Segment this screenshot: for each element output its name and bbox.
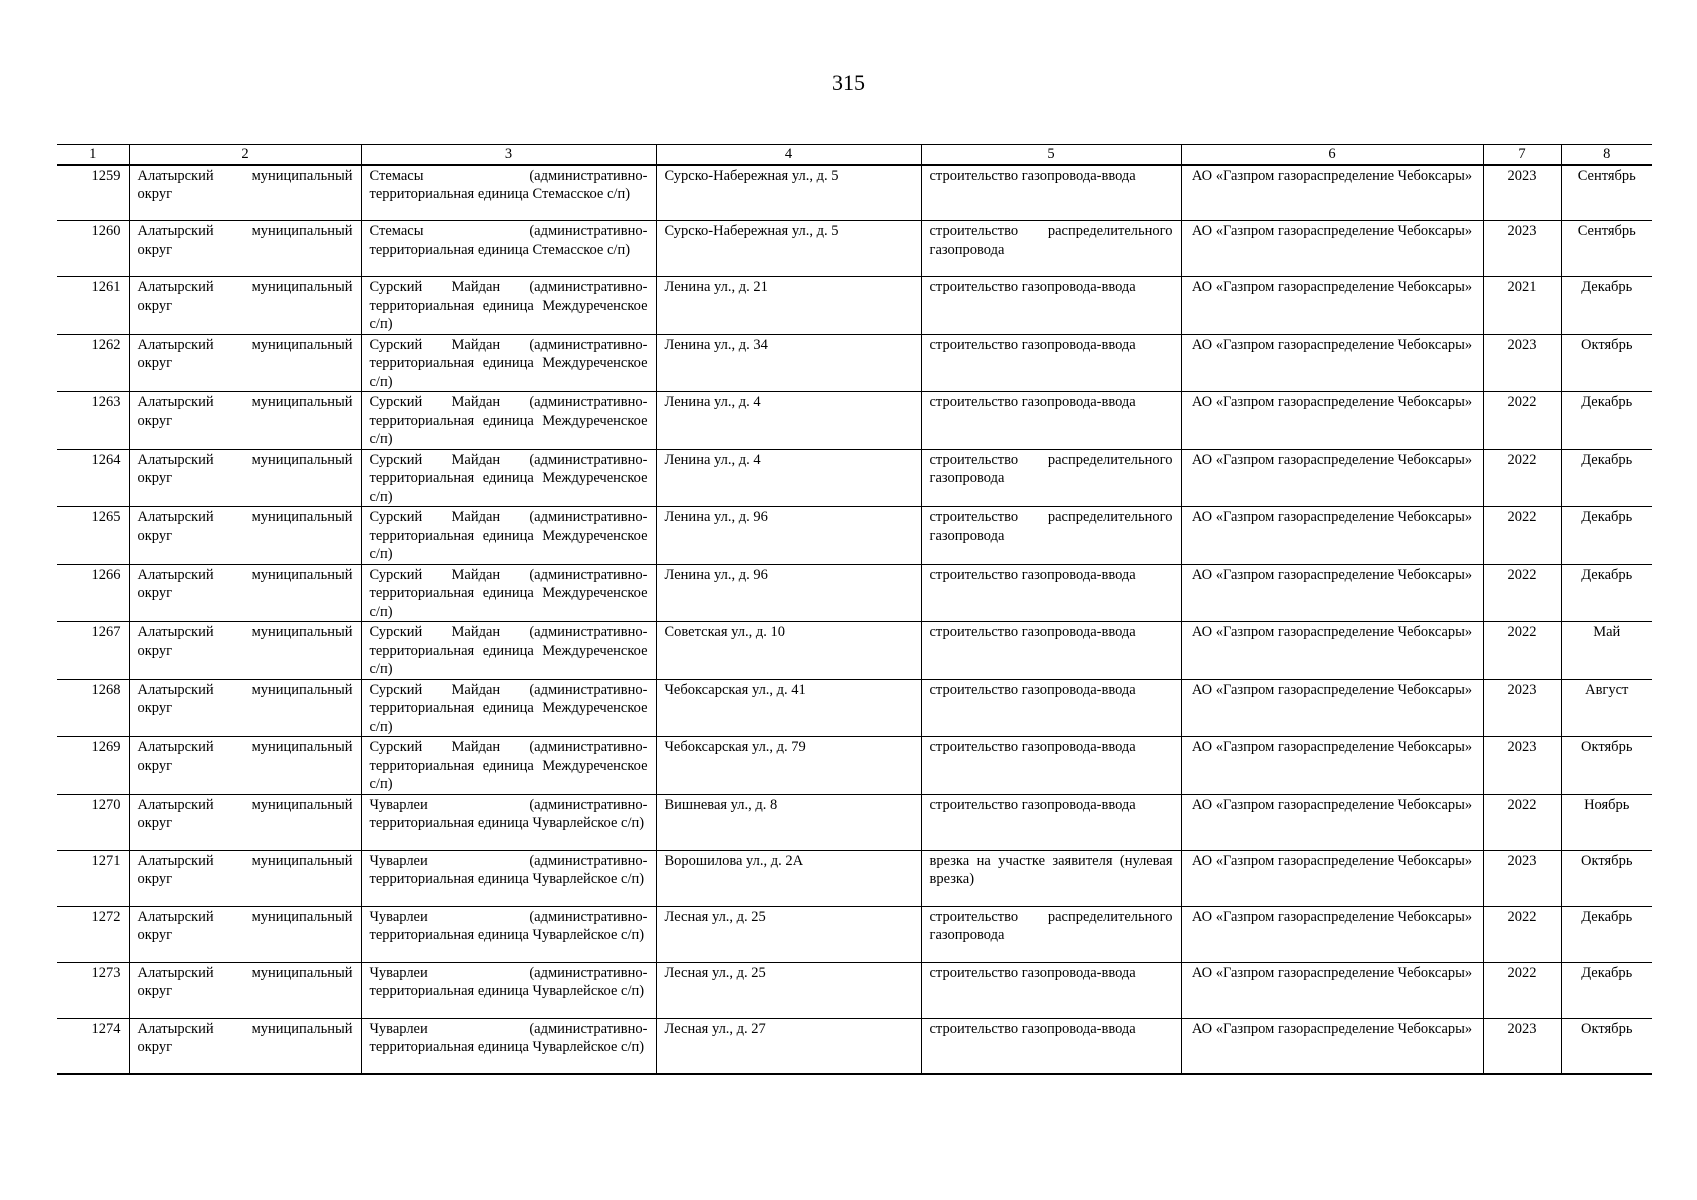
work-type-cell: строительство газопровода-ввода xyxy=(921,564,1181,622)
settlement-cell: Стемасы (административно-территориальная единица Стемасское с/п) xyxy=(361,221,656,277)
address-cell: Лесная ул., д. 27 xyxy=(656,1018,921,1074)
month-cell: Декабрь xyxy=(1561,906,1652,962)
work-type-cell: строительство газопровода-ввода xyxy=(921,1018,1181,1074)
table-row xyxy=(57,564,1652,622)
organization-cell: АО «Газпром газораспределение Чебоксары» xyxy=(1181,564,1483,622)
month-cell: Декабрь xyxy=(1561,507,1652,565)
work-type-cell: строительство распределительного газопровода xyxy=(921,449,1181,507)
work-type-cell: строительство распределительного газопровода xyxy=(921,906,1181,962)
address-cell: Чебоксарская ул., д. 79 xyxy=(656,737,921,795)
address-cell: Сурско-Набережная ул., д. 5 xyxy=(656,165,921,221)
organization-cell: АО «Газпром газораспределение Чебоксары» xyxy=(1181,221,1483,277)
district-cell: Алатырский муниципальный округ xyxy=(129,737,361,795)
month-cell: Ноябрь xyxy=(1561,794,1652,850)
month-cell: Декабрь xyxy=(1561,277,1652,335)
district-cell: Алатырский муниципальный округ xyxy=(129,277,361,335)
district-cell: Алатырский муниципальный округ xyxy=(129,165,361,221)
year-cell: 2023 xyxy=(1483,737,1561,795)
row-number-cell: 1265 xyxy=(57,507,129,565)
year-cell: 2023 xyxy=(1483,165,1561,221)
organization-cell: АО «Газпром газораспределение Чебоксары» xyxy=(1181,392,1483,450)
column-header-3: 3 xyxy=(361,145,656,165)
column-header-6: 6 xyxy=(1181,145,1483,165)
organization-cell: АО «Газпром газораспределение Чебоксары» xyxy=(1181,1018,1483,1074)
table-row xyxy=(57,165,1652,221)
work-type-cell: строительство газопровода-ввода xyxy=(921,679,1181,737)
address-cell: Вишневая ул., д. 8 xyxy=(656,794,921,850)
page-number: 315 xyxy=(832,70,865,95)
settlement-cell: Сурский Майдан (административно-территориальная единица Междуреченское с/п) xyxy=(361,334,656,392)
address-cell: Ленина ул., д. 4 xyxy=(656,449,921,507)
work-type-cell: врезка на участке заявителя (нулевая врезка) xyxy=(921,850,1181,906)
column-header-8: 8 xyxy=(1561,145,1652,165)
row-number-cell: 1267 xyxy=(57,622,129,680)
row-number-cell: 1268 xyxy=(57,679,129,737)
work-type-cell: строительство газопровода-ввода xyxy=(921,737,1181,795)
year-cell: 2022 xyxy=(1483,794,1561,850)
settlement-cell: Сурский Майдан (административно-территориальная единица Междуреченское с/п) xyxy=(361,449,656,507)
row-number-cell: 1261 xyxy=(57,277,129,335)
month-cell: Октябрь xyxy=(1561,850,1652,906)
year-cell: 2021 xyxy=(1483,277,1561,335)
settlement-cell: Сурский Майдан (административно-территориальная единица Междуреченское с/п) xyxy=(361,564,656,622)
table-row xyxy=(57,737,1652,795)
year-cell: 2022 xyxy=(1483,392,1561,450)
district-cell: Алатырский муниципальный округ xyxy=(129,507,361,565)
settlement-cell: Чуварлеи (административно-территориальная единица Чуварлейское с/п) xyxy=(361,1018,656,1074)
settlement-cell: Сурский Майдан (административно-территориальная единица Междуреченское с/п) xyxy=(361,622,656,680)
district-cell: Алатырский муниципальный округ xyxy=(129,679,361,737)
organization-cell: АО «Газпром газораспределение Чебоксары» xyxy=(1181,794,1483,850)
address-cell: Ленина ул., д. 34 xyxy=(656,334,921,392)
settlement-cell: Сурский Майдан (административно-территориальная единица Междуреченское с/п) xyxy=(361,277,656,335)
column-header-4: 4 xyxy=(656,145,921,165)
table-row xyxy=(57,962,1652,1018)
settlement-cell: Сурский Майдан (административно-территориальная единица Междуреченское с/п) xyxy=(361,392,656,450)
month-cell: Август xyxy=(1561,679,1652,737)
settlement-cell: Сурский Майдан (административно-территориальная единица Междуреченское с/п) xyxy=(361,737,656,795)
month-cell: Декабрь xyxy=(1561,449,1652,507)
table-row xyxy=(57,507,1652,565)
address-cell: Лесная ул., д. 25 xyxy=(656,906,921,962)
row-number-cell: 1273 xyxy=(57,962,129,1018)
row-number-cell: 1270 xyxy=(57,794,129,850)
table-row xyxy=(57,850,1652,906)
organization-cell: АО «Газпром газораспределение Чебоксары» xyxy=(1181,277,1483,335)
data-table xyxy=(57,144,1652,1075)
table-row xyxy=(57,277,1652,335)
work-type-cell: строительство газопровода-ввода xyxy=(921,392,1181,450)
year-cell: 2022 xyxy=(1483,622,1561,680)
district-cell: Алатырский муниципальный округ xyxy=(129,392,361,450)
district-cell: Алатырский муниципальный округ xyxy=(129,334,361,392)
work-type-cell: строительство газопровода-ввода xyxy=(921,277,1181,335)
month-cell: Декабрь xyxy=(1561,392,1652,450)
month-cell: Май xyxy=(1561,622,1652,680)
organization-cell: АО «Газпром газораспределение Чебоксары» xyxy=(1181,507,1483,565)
settlement-cell: Чуварлеи (административно-территориальная единица Чуварлейское с/п) xyxy=(361,794,656,850)
year-cell: 2023 xyxy=(1483,1018,1561,1074)
work-type-cell: строительство газопровода-ввода xyxy=(921,165,1181,221)
year-cell: 2023 xyxy=(1483,221,1561,277)
work-type-cell: строительство газопровода-ввода xyxy=(921,334,1181,392)
address-cell: Ленина ул., д. 96 xyxy=(656,564,921,622)
organization-cell: АО «Газпром газораспределение Чебоксары» xyxy=(1181,449,1483,507)
month-cell: Октябрь xyxy=(1561,334,1652,392)
district-cell: Алатырский муниципальный округ xyxy=(129,449,361,507)
organization-cell: АО «Газпром газораспределение Чебоксары» xyxy=(1181,737,1483,795)
row-number-cell: 1263 xyxy=(57,392,129,450)
table-row xyxy=(57,334,1652,392)
settlement-cell: Чуварлеи (административно-территориальная единица Чуварлейское с/п) xyxy=(361,850,656,906)
work-type-cell: строительство газопровода-ввода xyxy=(921,962,1181,1018)
month-cell: Декабрь xyxy=(1561,962,1652,1018)
year-cell: 2022 xyxy=(1483,962,1561,1018)
district-cell: Алатырский муниципальный округ xyxy=(129,850,361,906)
month-cell: Сентябрь xyxy=(1561,221,1652,277)
organization-cell: АО «Газпром газораспределение Чебоксары» xyxy=(1181,962,1483,1018)
district-cell: Алатырский муниципальный округ xyxy=(129,221,361,277)
table-row xyxy=(57,794,1652,850)
settlement-cell: Сурский Майдан (административно-территориальная единица Междуреченское с/п) xyxy=(361,679,656,737)
year-cell: 2023 xyxy=(1483,679,1561,737)
organization-cell: АО «Газпром газораспределение Чебоксары» xyxy=(1181,906,1483,962)
year-cell: 2022 xyxy=(1483,507,1561,565)
table-row xyxy=(57,679,1652,737)
row-number-cell: 1271 xyxy=(57,850,129,906)
table-row xyxy=(57,392,1652,450)
district-cell: Алатырский муниципальный округ xyxy=(129,962,361,1018)
month-cell: Октябрь xyxy=(1561,1018,1652,1074)
district-cell: Алатырский муниципальный округ xyxy=(129,1018,361,1074)
column-header-2: 2 xyxy=(129,145,361,165)
column-header-5: 5 xyxy=(921,145,1181,165)
column-header-7: 7 xyxy=(1483,145,1561,165)
row-number-cell: 1269 xyxy=(57,737,129,795)
district-cell: Алатырский муниципальный округ xyxy=(129,906,361,962)
address-cell: Советская ул., д. 10 xyxy=(656,622,921,680)
year-cell: 2022 xyxy=(1483,564,1561,622)
table-row xyxy=(57,622,1652,680)
work-type-cell: строительство газопровода-ввода xyxy=(921,622,1181,680)
table-row xyxy=(57,449,1652,507)
table-row xyxy=(57,906,1652,962)
year-cell: 2023 xyxy=(1483,850,1561,906)
organization-cell: АО «Газпром газораспределение Чебоксары» xyxy=(1181,850,1483,906)
organization-cell: АО «Газпром газораспределение Чебоксары» xyxy=(1181,679,1483,737)
row-number-cell: 1262 xyxy=(57,334,129,392)
year-cell: 2023 xyxy=(1483,334,1561,392)
settlement-cell: Стемасы (административно-территориальная единица Стемасское с/п) xyxy=(361,165,656,221)
table-row xyxy=(57,1018,1652,1074)
column-header-1: 1 xyxy=(57,145,129,165)
address-cell: Ворошилова ул., д. 2А xyxy=(656,850,921,906)
row-number-cell: 1264 xyxy=(57,449,129,507)
work-type-cell: строительство распределительного газопровода xyxy=(921,221,1181,277)
district-cell: Алатырский муниципальный округ xyxy=(129,622,361,680)
district-cell: Алатырский муниципальный округ xyxy=(129,564,361,622)
header-row xyxy=(57,145,1652,165)
address-cell: Чебоксарская ул., д. 41 xyxy=(656,679,921,737)
district-cell: Алатырский муниципальный округ xyxy=(129,794,361,850)
table-row xyxy=(57,221,1652,277)
address-cell: Лесная ул., д. 25 xyxy=(656,962,921,1018)
month-cell: Сентябрь xyxy=(1561,165,1652,221)
settlement-cell: Чуварлеи (административно-территориальная единица Чуварлейское с/п) xyxy=(361,962,656,1018)
row-number-cell: 1259 xyxy=(57,165,129,221)
organization-cell: АО «Газпром газораспределение Чебоксары» xyxy=(1181,622,1483,680)
organization-cell: АО «Газпром газораспределение Чебоксары» xyxy=(1181,334,1483,392)
row-number-cell: 1266 xyxy=(57,564,129,622)
month-cell: Октябрь xyxy=(1561,737,1652,795)
row-number-cell: 1272 xyxy=(57,906,129,962)
year-cell: 2022 xyxy=(1483,449,1561,507)
work-type-cell: строительство газопровода-ввода xyxy=(921,794,1181,850)
settlement-cell: Чуварлеи (административно-территориальная единица Чуварлейское с/п) xyxy=(361,906,656,962)
address-cell: Сурско-Набережная ул., д. 5 xyxy=(656,221,921,277)
organization-cell: АО «Газпром газораспределение Чебоксары» xyxy=(1181,165,1483,221)
month-cell: Декабрь xyxy=(1561,564,1652,622)
address-cell: Ленина ул., д. 96 xyxy=(656,507,921,565)
row-number-cell: 1274 xyxy=(57,1018,129,1074)
work-type-cell: строительство распределительного газопровода xyxy=(921,507,1181,565)
address-cell: Ленина ул., д. 4 xyxy=(656,392,921,450)
row-number-cell: 1260 xyxy=(57,221,129,277)
settlement-cell: Сурский Майдан (административно-территориальная единица Междуреченское с/п) xyxy=(361,507,656,565)
year-cell: 2022 xyxy=(1483,906,1561,962)
address-cell: Ленина ул., д. 21 xyxy=(656,277,921,335)
